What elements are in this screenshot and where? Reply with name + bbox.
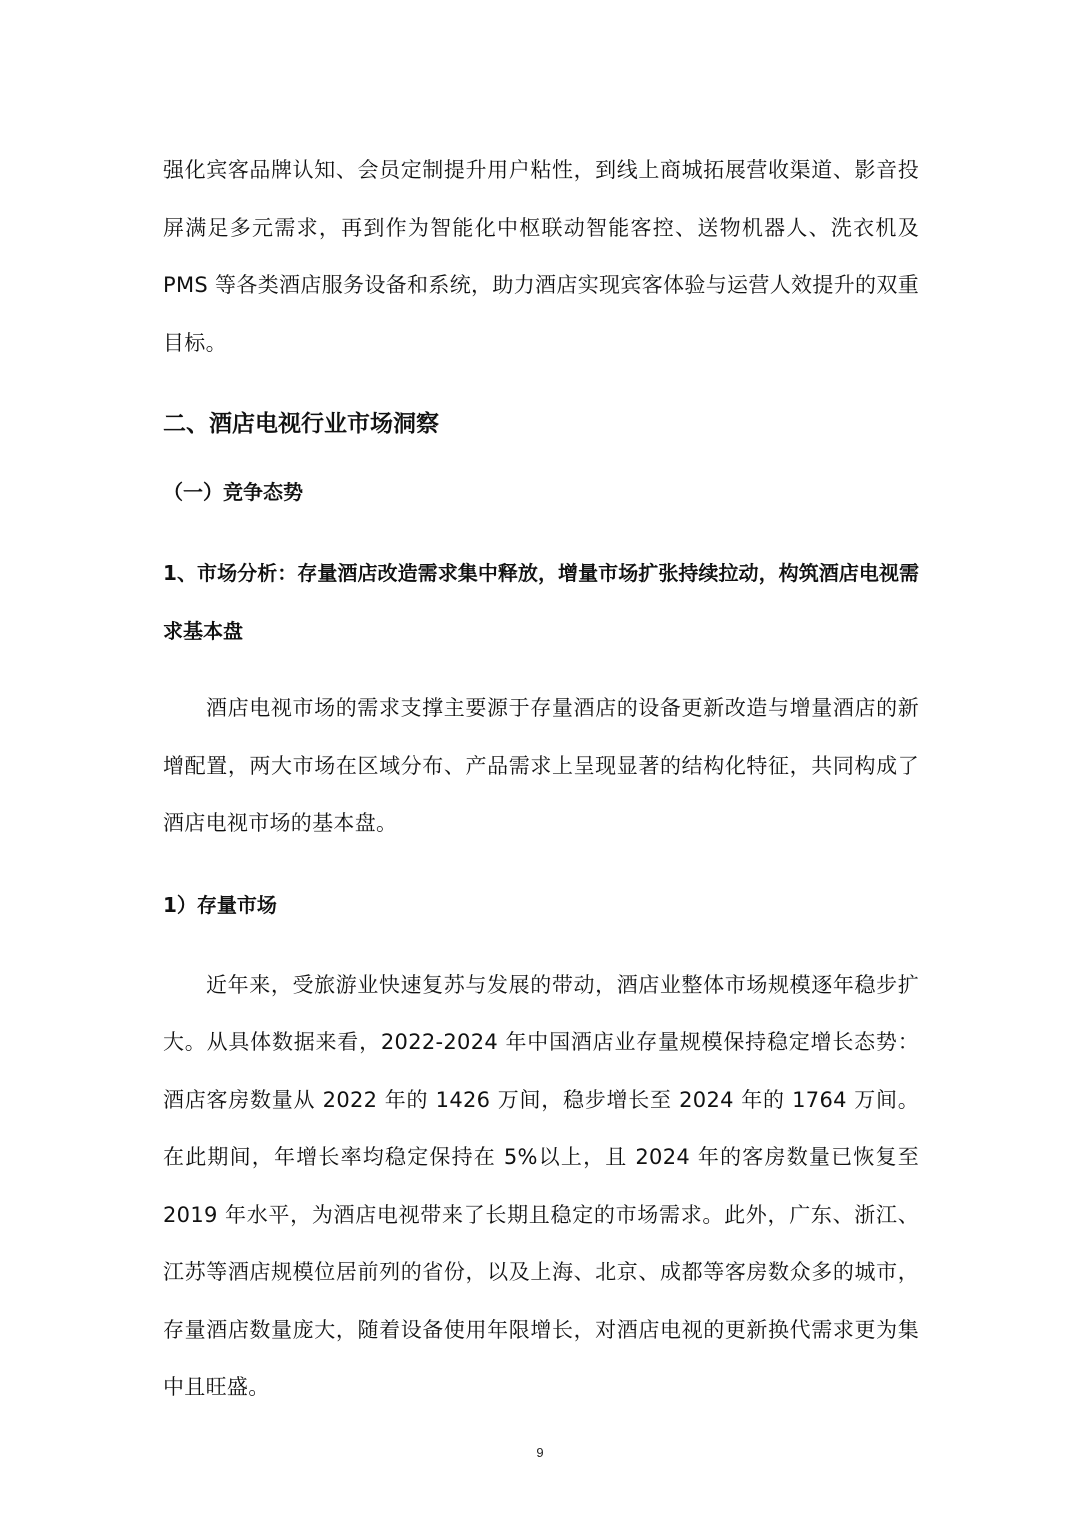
page-number: 9: [536, 1445, 544, 1460]
point-heading: 1、市场分析：存量酒店改造需求集中释放，增量市场扩张持续拉动，构筑酒店电视需求基本盘: [163, 561, 919, 643]
sub-point-paragraph: 近年来，受旅游业快速复苏与发展的带动，酒店业整体市场规模逐年稳步扩大。从具体数据来看，2022-2024 年中国酒店业存量规模保持稳定增长态势：酒店客房数量从 2022 年的 1426 万间，稳步增长至 2024 年的 1764 万间。在此期间，年增长率均稳定保持在 5%以上，且 2024 年的客房数量已恢复至 2019 年水平，为酒店电视带来了长期且稳定的市场需求。此外，广东、浙江、江苏等酒店规模位居前列的省份，以及上海、北京、成都等客房数众多的城市，存量酒店数量庞大，随着设备使用年限增长，对酒店电视的更新换代需求更为集中且旺盛。: [163, 972, 919, 1399]
point-paragraph: 酒店电视市场的需求支撑主要源于存量酒店的设备更新改造与增量酒店的新增配置，两大市场在区域分布、产品需求上呈现显著的结构化特征，共同构成了酒店电视市场的基本盘。: [163, 696, 919, 835]
sub-point-heading: 1）存量市场: [163, 892, 277, 917]
subsection-heading: （一）竞争态势: [163, 480, 303, 504]
intro-paragraph: 强化宾客品牌认知、会员定制提升用户粘性，到线上商城拓展营收渠道、影音投屏满足多元需求，再到作为智能化中枢联动智能客控、送物机器人、洗衣机及 PMS 等各类酒店服务设备和系统，助力酒店实现宾客体验与运营人效提升的双重目标。: [163, 158, 919, 355]
page-body: [163, 142, 919, 1417]
section-heading: 二、酒店电视行业市场洞察: [163, 411, 439, 437]
